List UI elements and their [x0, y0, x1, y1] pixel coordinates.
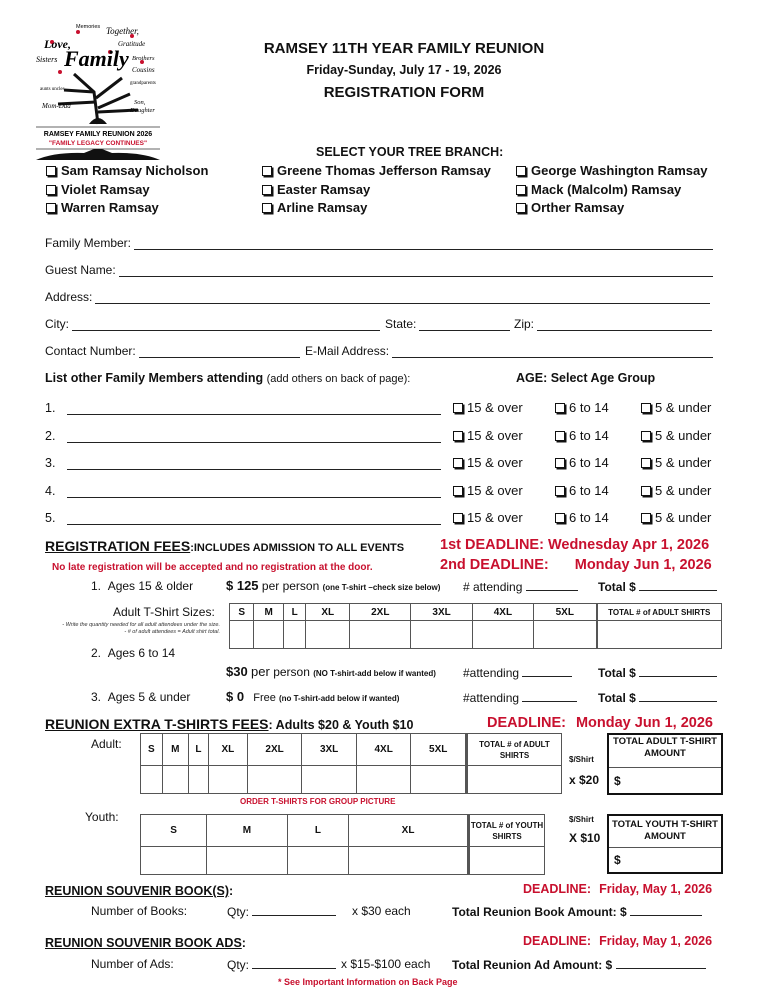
- checkbox-icon[interactable]: [641, 513, 651, 523]
- member-name-input[interactable]: [67, 403, 441, 415]
- ads-price: x $15-$100 each: [341, 957, 431, 971]
- tier-15-older: 1. Ages 15 & older: [91, 579, 194, 593]
- ads-qty-field[interactable]: Qty:: [227, 957, 336, 972]
- checkbox-icon[interactable]: [453, 431, 463, 441]
- svg-text:Gratitude: Gratitude: [118, 40, 146, 48]
- member-row: 4. 15 & over 6 to 14 5 & under: [45, 483, 712, 498]
- size-qty-input[interactable]: [534, 621, 597, 649]
- member-name-input[interactable]: [67, 513, 441, 525]
- age-option[interactable]: 6 to 14: [555, 510, 641, 525]
- shirt-sizes-label: Adult T-Shirt Sizes:: [113, 605, 215, 619]
- checkbox-icon[interactable]: [641, 458, 651, 468]
- svg-text:Son,: Son,: [134, 99, 146, 106]
- size-qty-input[interactable]: [302, 766, 357, 794]
- age-option[interactable]: 6 to 14: [555, 400, 641, 415]
- state-field[interactable]: State:: [385, 317, 510, 331]
- book-deadline: DEADLINE: Friday, May 1, 2026: [523, 882, 713, 896]
- svg-text:Family: Family: [64, 46, 129, 71]
- svg-text:Mom-Dad: Mom-Dad: [42, 102, 71, 110]
- first-deadline: 1st DEADLINE: Wednesday Apr 1, 2026: [440, 537, 710, 553]
- checkbox-icon[interactable]: [555, 458, 565, 468]
- members-heading: List other Family Members attending (add others on back of page):: [45, 371, 411, 385]
- branch-option[interactable]: George Washington Ramsay: [516, 163, 708, 178]
- checkbox-icon[interactable]: [516, 203, 526, 213]
- size-qty-input[interactable]: [472, 621, 533, 649]
- size-qty-input[interactable]: [283, 621, 306, 649]
- size-qty-input[interactable]: [411, 621, 472, 649]
- branch-option[interactable]: Easter Ramsay: [262, 182, 370, 197]
- checkbox-icon[interactable]: [453, 403, 463, 413]
- size-qty-input[interactable]: [356, 766, 411, 794]
- zip-input[interactable]: [537, 319, 712, 331]
- checkbox-icon[interactable]: [555, 486, 565, 496]
- checkbox-icon[interactable]: [46, 203, 56, 213]
- checkbox-icon[interactable]: [641, 431, 651, 441]
- checkbox-icon[interactable]: [641, 486, 651, 496]
- zip-field[interactable]: Zip:: [514, 317, 712, 331]
- youth-label: Youth:: [85, 810, 119, 824]
- branch-option[interactable]: Violet Ramsay: [46, 182, 150, 197]
- event-dates: Friday-Sunday, July 17 - 19, 2026: [306, 63, 502, 77]
- branch-option[interactable]: Greene Thomas Jefferson Ramsay: [262, 163, 491, 178]
- extra-shirts-deadline: DEADLINE: Monday Jun 1, 2026: [487, 715, 713, 731]
- ads-total-field[interactable]: Total Reunion Ad Amount: $: [452, 957, 706, 972]
- age-option[interactable]: 15 & over: [453, 400, 555, 415]
- adult-shirts-total-input[interactable]: [597, 621, 722, 649]
- svg-text:RAMSEY FAMILY REUNION 2026: RAMSEY FAMILY REUNION 2026: [43, 131, 153, 138]
- back-page-note: * See Important Information on Back Page: [278, 977, 458, 987]
- checkbox-icon[interactable]: [555, 513, 565, 523]
- book-total-field[interactable]: Total Reunion Book Amount: $: [452, 904, 702, 919]
- member-name-input[interactable]: [67, 458, 441, 470]
- svg-text:grandparents: grandparents: [130, 81, 156, 86]
- tier-6-14-total[interactable]: Total $: [598, 665, 717, 680]
- member-row: 3. 15 & over 6 to 14 5 & under: [45, 455, 712, 470]
- branch-option[interactable]: Warren Ramsay: [46, 200, 159, 215]
- tier-5-under: 3. Ages 5 & under: [91, 690, 191, 704]
- youth-extra-total-table: TOTAL # of YOUTH SHIRTS: [468, 814, 545, 875]
- extra-shirts-heading: REUNION EXTRA T-SHIRTS FEES: Adults $20 & Youth $10: [45, 716, 414, 732]
- form-title: REGISTRATION FORM: [323, 84, 485, 101]
- age-option[interactable]: 15 & over: [453, 455, 555, 470]
- youth-tshirt-amount-box[interactable]: TOTAL YOUTH T-SHIRT AMOUNT $: [607, 814, 723, 874]
- checkbox-icon[interactable]: [555, 431, 565, 441]
- tier-5-under-attending[interactable]: #attending: [463, 690, 577, 705]
- svg-text:aunts uncles: aunts uncles: [40, 87, 65, 92]
- age-option[interactable]: 15 & over: [453, 483, 555, 498]
- checkbox-icon[interactable]: [516, 185, 526, 195]
- size-qty-input[interactable]: [287, 847, 348, 875]
- tier-5-under-total[interactable]: Total $: [598, 690, 717, 705]
- address-field[interactable]: Address:: [45, 290, 710, 304]
- age-option[interactable]: 15 & over: [453, 510, 555, 525]
- age-heading: AGE: Select Age Group: [516, 371, 656, 385]
- size-qty-input[interactable]: [141, 766, 163, 794]
- checkbox-icon[interactable]: [453, 458, 463, 468]
- ads-label: Number of Ads:: [91, 957, 174, 971]
- age-option[interactable]: 6 to 14: [555, 428, 641, 443]
- second-deadline: 2nd DEADLINE: Monday Jun 1, 2026: [440, 557, 712, 573]
- guest-name-input[interactable]: [119, 265, 713, 277]
- contact-number-input[interactable]: [139, 346, 300, 358]
- city-input[interactable]: [72, 319, 380, 331]
- tier-6-14-attending[interactable]: #attending: [463, 665, 572, 680]
- email-field[interactable]: E-Mail Address:: [305, 344, 713, 358]
- tier-6-14-price: $30 per person (NO T-shirt-add below if wanted): [226, 664, 436, 679]
- size-qty-input[interactable]: [411, 766, 466, 794]
- member-name-input[interactable]: [67, 486, 441, 498]
- checkbox-icon[interactable]: [262, 203, 272, 213]
- adult-extra-total-input[interactable]: [467, 766, 562, 794]
- size-qty-input[interactable]: [207, 847, 288, 875]
- per-shirt-label: $/Shirt: [569, 755, 594, 764]
- youth-extra-total-input[interactable]: [469, 847, 545, 875]
- svg-text:Memories: Memories: [76, 24, 101, 30]
- souvenir-ads-heading: REUNION SOUVENIR BOOK ADS:: [45, 936, 246, 950]
- branch-option[interactable]: Mack (Malcolm) Ramsay: [516, 182, 681, 197]
- ads-deadline: DEADLINE: Friday, May 1, 2026: [523, 934, 713, 948]
- age-option[interactable]: 5 & under: [641, 400, 711, 415]
- books-qty-field[interactable]: Qty:: [227, 904, 336, 919]
- adult-extra-shirt-table: S M L XL 2XL 3XL 4XL 5XL: [140, 733, 466, 794]
- tier-6-14: 2. Ages 6 to 14: [91, 646, 176, 660]
- tier-15-price: $ 125 per person (one T-shirt –check size below): [226, 578, 441, 593]
- size-qty-input[interactable]: [254, 621, 284, 649]
- size-qty-input[interactable]: [349, 847, 468, 875]
- guest-name-field[interactable]: Guest Name:: [45, 263, 713, 277]
- contact-number-field[interactable]: Contact Number:: [45, 344, 300, 358]
- shirt-sizes-note: - Write the quantity needed for all adult attendees under the size. - # of adult attendees = Adult shirt total.: [62, 622, 220, 635]
- books-label: Number of Books:: [91, 904, 188, 918]
- size-qty-input[interactable]: [141, 847, 207, 875]
- member-name-input[interactable]: [67, 431, 441, 443]
- branch-option[interactable]: Sam Ramsay Nicholson: [46, 163, 208, 178]
- checkbox-icon[interactable]: [262, 166, 272, 176]
- member-row: 1. 15 & over 6 to 14 5 & under: [45, 400, 712, 415]
- registration-heading: REGISTRATION FEES:INCLUDES ADMISSION TO ALL EVENTS: [45, 538, 405, 554]
- tier-5-under-price: $ 0 Free (no T-shirt-add below if wanted): [226, 689, 400, 704]
- svg-text:Daughter: Daughter: [130, 107, 155, 114]
- age-option[interactable]: 15 & over: [453, 428, 555, 443]
- youth-extra-shirt-table: S M L XL: [140, 814, 468, 875]
- adult-extra-total-table: TOTAL # of ADULT SHIRTS: [466, 733, 562, 794]
- checkbox-icon[interactable]: [555, 403, 565, 413]
- email-input[interactable]: [392, 346, 713, 358]
- age-option[interactable]: 6 to 14: [555, 455, 641, 470]
- adult-tshirt-size-table: S M L XL 2XL 3XL 4XL 5XL TOTAL # of ADULT SHIRTS: [229, 603, 722, 649]
- late-registration-note: No late registration will be accepted and no registration at the door.: [52, 562, 373, 573]
- adult-label: Adult:: [91, 737, 122, 751]
- per-shirt-label: $/Shirt: [569, 815, 594, 824]
- member-row: 2. 15 & over 6 to 14 5 & under: [45, 428, 712, 443]
- book-price: x $30 each: [352, 904, 411, 918]
- size-qty-input[interactable]: [247, 766, 302, 794]
- checkbox-icon[interactable]: [516, 166, 526, 176]
- svg-text:Sisters: Sisters: [36, 55, 58, 64]
- group-picture-note: ORDER T-SHIRTS FOR GROUP PICTURE: [240, 797, 396, 806]
- adult-tshirt-amount-box[interactable]: TOTAL ADULT T-SHIRT AMOUNT $: [607, 733, 723, 795]
- checkbox-icon[interactable]: [453, 513, 463, 523]
- size-qty-input[interactable]: [208, 766, 247, 794]
- age-option[interactable]: 5 & under: [641, 455, 711, 470]
- address-input[interactable]: [95, 292, 710, 304]
- svg-text:"FAMILY LEGACY CONTINUES": "FAMILY LEGACY CONTINUES": [48, 140, 148, 147]
- svg-text:Love,: Love,: [44, 37, 71, 51]
- checkbox-icon[interactable]: [641, 403, 651, 413]
- branch-option[interactable]: Arline Ramsay: [262, 200, 367, 215]
- checkbox-icon[interactable]: [46, 166, 56, 176]
- checkbox-icon[interactable]: [453, 486, 463, 496]
- family-member-field[interactable]: Family Member:: [45, 236, 713, 250]
- souvenir-book-heading: REUNION SOUVENIR BOOK(S):: [45, 884, 234, 898]
- checkbox-icon[interactable]: [46, 185, 56, 195]
- size-qty-input[interactable]: [230, 621, 254, 649]
- age-option[interactable]: 5 & under: [641, 428, 711, 443]
- adult-shirt-price: x $20: [569, 773, 600, 787]
- svg-text:Together,: Together,: [106, 26, 139, 36]
- state-input[interactable]: [419, 319, 510, 331]
- tier-15-attending[interactable]: # attending: [463, 579, 578, 594]
- age-option[interactable]: 5 & under: [641, 510, 711, 525]
- checkbox-icon[interactable]: [262, 185, 272, 195]
- branch-option[interactable]: Orther Ramsay: [516, 200, 624, 215]
- member-row: 5. 15 & over 6 to 14 5 & under: [45, 510, 712, 525]
- age-option[interactable]: 6 to 14: [555, 483, 641, 498]
- size-qty-input[interactable]: [306, 621, 350, 649]
- size-qty-input[interactable]: [350, 621, 411, 649]
- youth-shirt-price: X $10: [569, 831, 601, 845]
- branch-heading: SELECT YOUR TREE BRANCH:: [316, 145, 504, 159]
- tier-15-total[interactable]: Total $: [598, 579, 717, 594]
- page-title: RAMSEY 11TH YEAR FAMILY REUNION: [263, 40, 545, 57]
- family-member-input[interactable]: [134, 238, 713, 250]
- size-qty-input[interactable]: [188, 766, 208, 794]
- city-field[interactable]: City:: [45, 317, 380, 331]
- size-qty-input[interactable]: [162, 766, 188, 794]
- age-option[interactable]: 5 & under: [641, 483, 711, 498]
- svg-text:Brothers: Brothers: [132, 55, 155, 62]
- svg-text:Cousins: Cousins: [132, 66, 155, 74]
